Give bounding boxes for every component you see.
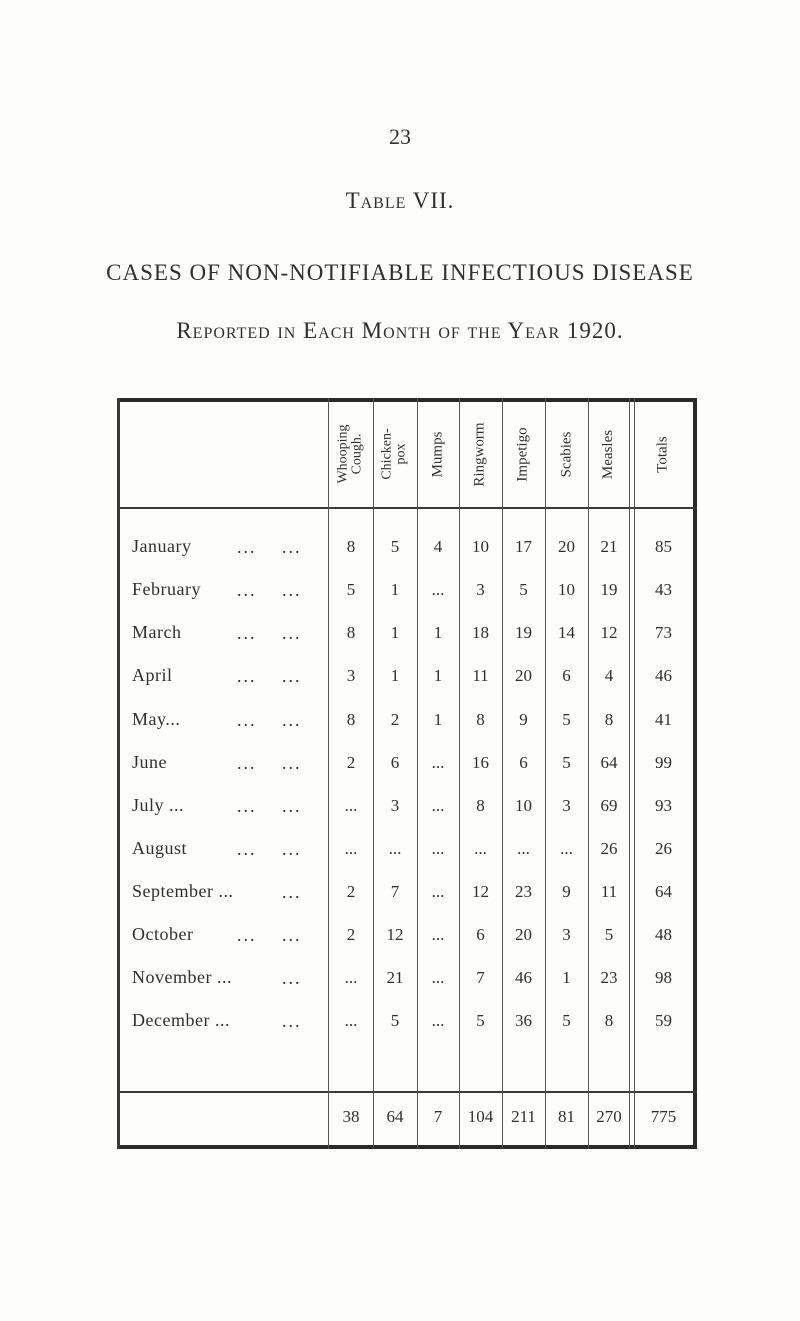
leader-dots: ... [282, 1011, 302, 1031]
table-row-june [117, 745, 697, 783]
cell-whooping-cough: 8 [346, 623, 356, 642]
cell-whooping-cough: 8 [346, 537, 356, 556]
cell-whooping-cough: ... [344, 839, 358, 858]
row-label: June [132, 752, 167, 772]
cell-total: 59 [655, 1011, 672, 1030]
table-title: CASES OF NON-NOTIFIABLE INFECTIOUS DISEASE [106, 260, 694, 285]
cell-ringworm: 5 [476, 1011, 485, 1030]
cell-scabies: 6 [562, 666, 571, 685]
cell-chicken-pox: 5 [390, 1011, 400, 1030]
cell-ringworm: 8 [476, 710, 485, 729]
column-rule [459, 398, 460, 1149]
cell-mumps: 4 [433, 537, 443, 556]
column-rule [417, 398, 418, 1149]
table-row-january [117, 529, 697, 567]
cell-total: 93 [655, 796, 672, 815]
table-row-october [117, 917, 697, 955]
page-number: 23 [389, 124, 411, 149]
cell-chicken-pox: 1 [390, 580, 400, 599]
cell-impetigo: 36 [515, 1011, 532, 1030]
cell-chicken-pox: 1 [390, 666, 400, 685]
leader-dots: ... [237, 796, 257, 816]
cell-chicken-pox: 6 [390, 753, 400, 772]
cell-whooping-cough: 2 [346, 753, 356, 772]
cell-mumps: 1 [433, 623, 443, 642]
leader-dots: ... [237, 839, 257, 859]
cell-total: 99 [655, 753, 672, 772]
leader-dots: ... [237, 666, 257, 686]
column-rule [502, 398, 503, 1149]
cell-total: 64 [655, 882, 672, 901]
cell-impetigo: 6 [519, 753, 528, 772]
cell-scabies: 10 [558, 580, 575, 599]
column-header-mumps: Mumps [429, 431, 446, 477]
cell-measles: 4 [604, 666, 614, 685]
leader-dots: ... [282, 753, 302, 773]
cell-impetigo: 9 [519, 710, 528, 729]
leader-dots: ... [282, 666, 302, 686]
cell-measles: 11 [600, 882, 618, 901]
cell-ringworm: 12 [472, 882, 489, 901]
cell-ringworm: 16 [472, 753, 489, 772]
total-whooping-cough: 38 [342, 1107, 360, 1126]
leader-dots: ... [282, 796, 302, 816]
leader-dots: ... [282, 710, 302, 730]
total-scabies: 81 [558, 1107, 575, 1126]
column-header-impetigo: Impetigo [515, 426, 531, 482]
cell-ringworm: 18 [472, 623, 489, 642]
cell-whooping-cough: 2 [346, 925, 356, 944]
cell-mumps: ... [431, 882, 445, 901]
cell-scabies: ... [560, 839, 573, 858]
cell-mumps: ... [431, 968, 445, 987]
cell-ringworm: 8 [476, 796, 485, 815]
cell-chicken-pox: 2 [390, 710, 400, 729]
leader-dots: ... [282, 537, 302, 557]
cell-chicken-pox: 5 [390, 537, 400, 556]
cell-impetigo: 5 [519, 580, 528, 599]
leader-dots: ... [237, 580, 257, 600]
leader-dots: ... [237, 753, 257, 773]
cell-impetigo: 19 [515, 623, 532, 642]
cell-chicken-pox: 21 [386, 968, 404, 987]
cell-scabies: 5 [562, 1011, 571, 1030]
cell-mumps: ... [431, 1011, 445, 1030]
cell-impetigo: 46 [515, 968, 532, 987]
cell-total: 46 [655, 666, 672, 685]
cell-whooping-cough: 3 [346, 666, 356, 685]
cell-mumps: ... [431, 839, 445, 858]
column-header-measles: Measles [600, 429, 617, 479]
leader-dots: ... [282, 925, 302, 945]
total-measles: 270 [596, 1107, 622, 1126]
cell-total: 43 [655, 580, 672, 599]
row-label: October [132, 924, 194, 944]
cell-total: 48 [655, 925, 672, 944]
leader-dots: ... [282, 623, 302, 643]
column-header-ringworm: Ringworm [472, 421, 489, 487]
cell-impetigo: 20 [515, 666, 532, 685]
leader-dots: ... [282, 882, 302, 902]
cell-impetigo: 20 [515, 925, 532, 944]
cell-measles: 12 [600, 623, 618, 642]
cell-whooping-cough: 5 [346, 580, 356, 599]
total-ringworm: 104 [467, 1107, 494, 1126]
cell-ringworm: 7 [476, 968, 485, 987]
cell-scabies: 5 [562, 710, 571, 729]
cell-impetigo: 17 [515, 537, 532, 556]
table-row-july [117, 788, 697, 826]
row-label: September ... [132, 881, 234, 901]
cell-chicken-pox: 1 [390, 623, 400, 642]
column-header-totals: Totals [654, 435, 671, 473]
leader-dots: ... [237, 623, 257, 643]
cell-total: 41 [655, 710, 672, 729]
table-row-september [117, 874, 697, 912]
leader-dots: ... [282, 580, 302, 600]
leader-dots: ... [237, 710, 257, 730]
cell-ringworm: 11 [472, 666, 489, 685]
leader-dots: ... [237, 925, 257, 945]
cell-total: 98 [655, 968, 672, 987]
cell-scabies: 20 [558, 537, 575, 556]
cell-whooping-cough: ... [344, 968, 358, 987]
cell-scabies: 14 [558, 623, 575, 642]
cell-impetigo: 23 [515, 882, 532, 901]
cell-measles: 69 [600, 796, 618, 815]
cell-measles: 26 [600, 839, 618, 858]
column-header-whooping-cough: Whooping Cough. [336, 424, 366, 484]
header-rule [117, 507, 697, 509]
cell-impetigo: 10 [515, 796, 532, 815]
cell-measles: 64 [600, 753, 618, 772]
cell-measles: 21 [600, 537, 618, 556]
cell-chicken-pox: 12 [386, 925, 404, 944]
row-label: August [132, 838, 188, 858]
cell-mumps: ... [431, 753, 445, 772]
totals-row [117, 1093, 697, 1145]
disease-table [117, 398, 697, 1150]
table-row-november [117, 960, 697, 998]
column-rule [373, 398, 374, 1149]
column-rule [545, 398, 546, 1149]
row-label: April [132, 665, 173, 685]
table-row-april [117, 658, 697, 696]
row-label: February [132, 579, 201, 599]
table-border-top [117, 398, 697, 402]
leader-dots: ... [237, 537, 257, 557]
cell-total: 26 [655, 839, 672, 858]
cell-mumps: ... [431, 925, 445, 944]
cell-whooping-cough: 8 [346, 710, 356, 729]
cell-mumps: ... [431, 580, 445, 599]
cell-whooping-cough: ... [344, 1011, 358, 1030]
cell-scabies: 3 [562, 796, 571, 815]
cell-measles: 5 [604, 925, 614, 944]
cell-chicken-pox: ... [388, 839, 402, 858]
table-border-bottom [117, 1145, 697, 1149]
cell-total: 85 [655, 537, 672, 556]
table-row-march [117, 615, 697, 653]
column-header-chicken-pox: Chicken- pox [380, 428, 410, 480]
table-row-may [117, 702, 697, 740]
cell-ringworm: 3 [476, 580, 485, 599]
column-rule [328, 398, 329, 1149]
table-subtitle: Reported in Each Month of the Year 1920. [176, 318, 624, 343]
table-label: Table VII. [345, 188, 455, 213]
total-chicken-pox: 64 [386, 1107, 404, 1126]
cell-mumps: 1 [433, 710, 443, 729]
cell-mumps: 1 [433, 666, 443, 685]
column-rule-double [629, 398, 635, 1149]
cell-measles: 23 [600, 968, 618, 987]
cell-chicken-pox: 7 [390, 882, 400, 901]
cell-measles: 19 [600, 580, 618, 599]
leader-dots: ... [282, 968, 302, 988]
total-impetigo: 211 [511, 1107, 536, 1126]
row-label: December ... [132, 1010, 230, 1030]
column-header-scabies: Scabies [558, 431, 575, 477]
cell-measles: 8 [604, 710, 614, 729]
cell-mumps: ... [431, 796, 445, 815]
cell-ringworm: 10 [472, 537, 489, 556]
cell-impetigo: ... [517, 839, 530, 858]
row-label: May... [132, 709, 181, 729]
row-label: March [132, 622, 182, 642]
cell-whooping-cough: 2 [346, 882, 356, 901]
cell-ringworm: 6 [476, 925, 485, 944]
row-label: July ... [132, 795, 185, 815]
table-row-august [117, 831, 697, 869]
cell-scabies: 5 [562, 753, 571, 772]
cell-scabies: 1 [562, 968, 571, 987]
cell-chicken-pox: 3 [390, 796, 400, 815]
leader-dots: ... [282, 839, 302, 859]
column-rule [588, 398, 589, 1149]
table-row-february [117, 572, 697, 610]
grand-total: 775 [650, 1107, 677, 1126]
cell-total: 73 [655, 623, 672, 642]
cell-whooping-cough: ... [344, 796, 358, 815]
cell-measles: 8 [604, 1011, 614, 1030]
row-label: November ... [132, 967, 232, 987]
table-row-december [117, 1003, 697, 1041]
cell-ringworm: ... [474, 839, 487, 858]
cell-scabies: 3 [562, 925, 571, 944]
row-label: January [132, 536, 192, 556]
cell-scabies: 9 [562, 882, 571, 901]
total-mumps: 7 [433, 1107, 443, 1126]
